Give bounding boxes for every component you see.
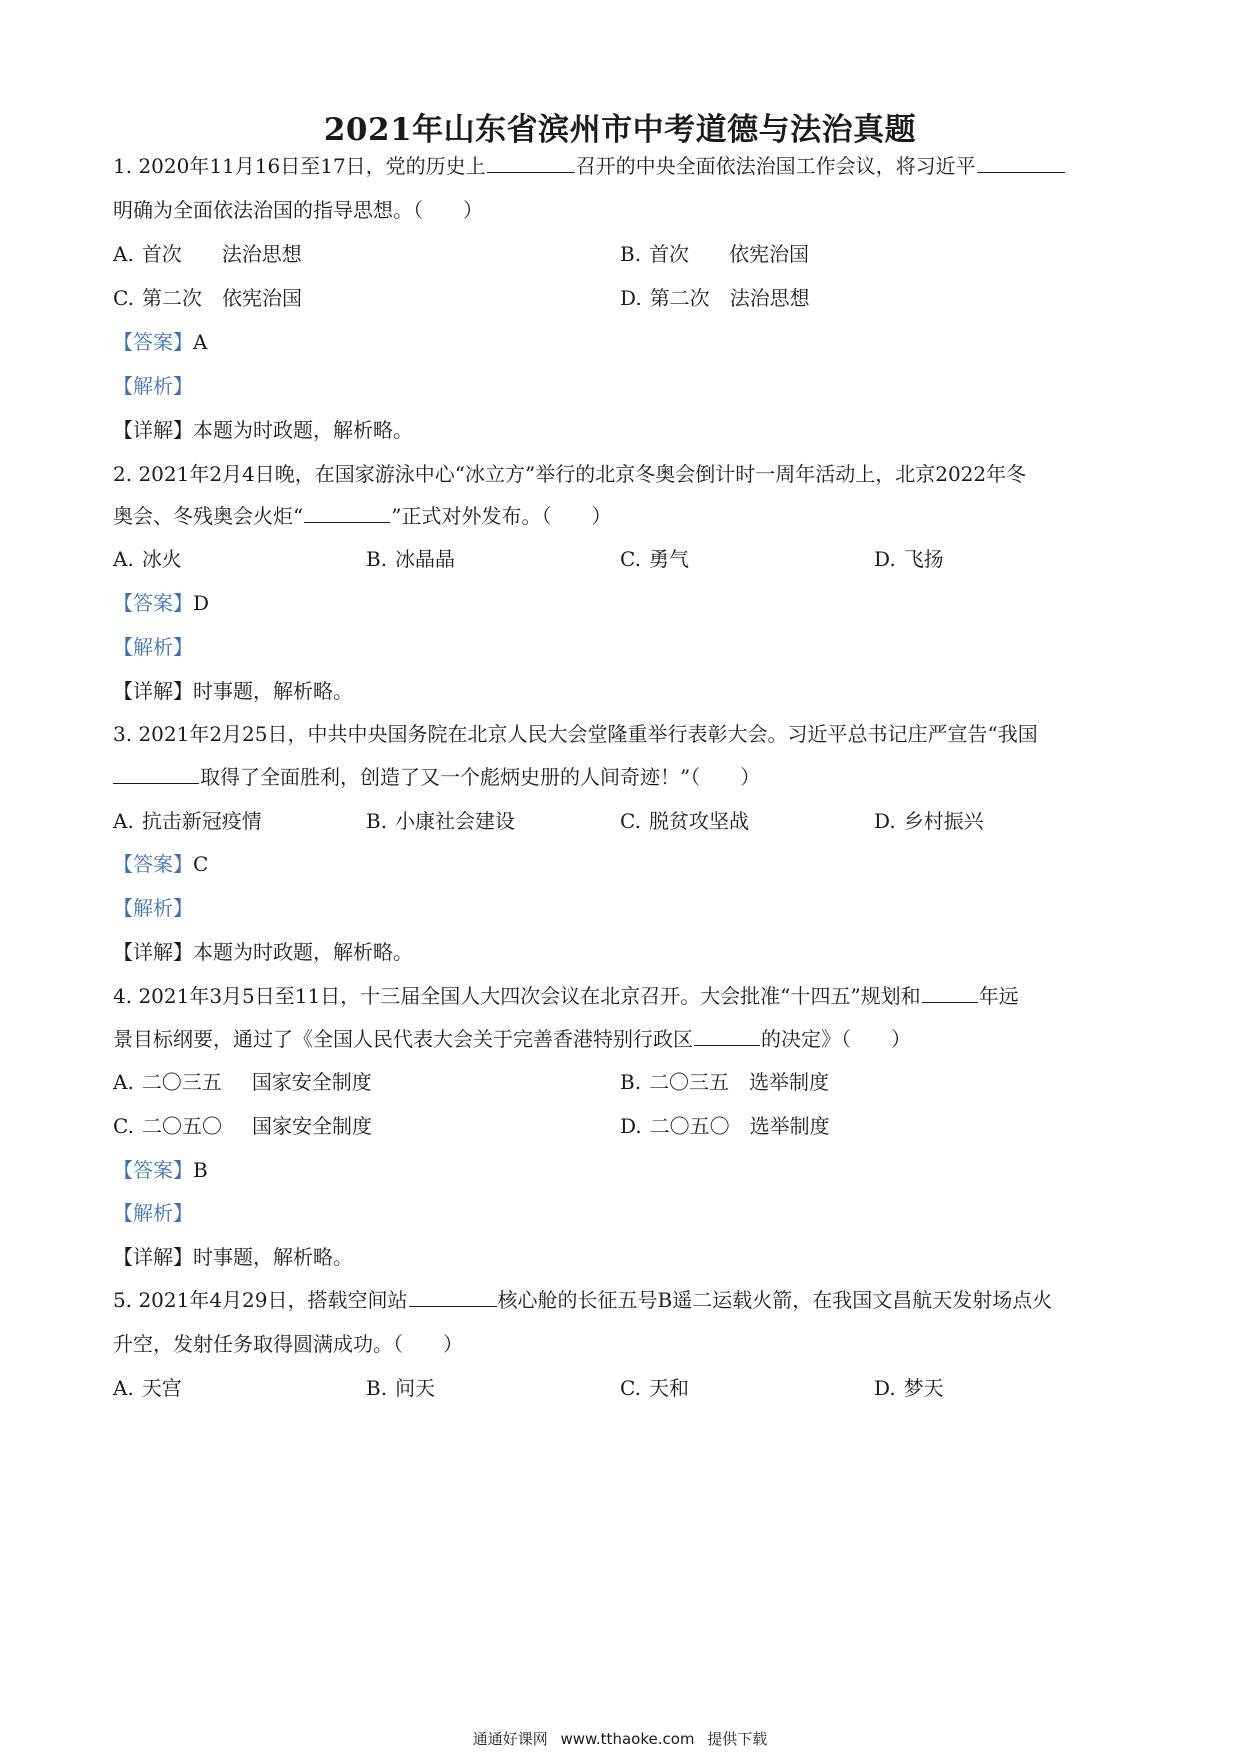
answer-blank bbox=[304, 502, 390, 523]
question-3-option-a: A. 抗击新冠疫情 bbox=[113, 809, 262, 833]
question-2-option-d: D. 飞扬 bbox=[874, 547, 944, 571]
question-4-stem-line-2: 景目标纲要，通过了《全国人民代表大会关于完善香港特别行政区 的决定》（ ） bbox=[113, 1027, 911, 1051]
question-3-analysis: 【解析】 bbox=[113, 896, 193, 920]
question-4-option-c: C. 二〇五〇 国家安全制度 bbox=[113, 1114, 372, 1138]
question-5-stem-line-2: 升空，发射任务取得圆满成功。（ ） bbox=[113, 1332, 463, 1356]
question-1-option-b: B. 首次 依宪治国 bbox=[620, 242, 810, 266]
answer-blank bbox=[977, 152, 1065, 173]
question-4-option-b: B. 二〇三五 选举制度 bbox=[620, 1070, 830, 1094]
question-2-stem-line-1: 2. 2021年2月4日晚，在国家游泳中心“冰立方”举行的北京冬奥会倒计时一周年活动上，北京2022年冬 bbox=[113, 462, 1027, 486]
question-4-option-d: D. 二〇五〇 选举制度 bbox=[620, 1114, 830, 1138]
question-2-detail: 【详解】时事题，解析略。 bbox=[113, 679, 353, 703]
question-1-stem-line-2: 明确为全面依法治国的指导思想。（ ） bbox=[113, 198, 483, 222]
answer-blank bbox=[409, 1286, 497, 1307]
page-footer bbox=[0, 1728, 1240, 1749]
question-5-option-b: B. 问天 bbox=[366, 1376, 436, 1400]
question-2-answer: 【答案】D bbox=[113, 591, 210, 615]
question-4-stem-line-1: 4. 2021年3月5日至11日，十三届全国人大四次会议在北京召开。大会批准“十四五”规划和 年远 bbox=[113, 984, 1019, 1008]
question-5-stem-line-1: 5. 2021年4月29日，搭载空间站 核心舱的长征五号B遥二运载火箭，在我国文昌航天发射场点火 bbox=[113, 1288, 1053, 1312]
question-5-option-a: A. 天宫 bbox=[113, 1376, 182, 1400]
answer-blank bbox=[922, 982, 978, 1003]
question-1-option-a: A. 首次 法治思想 bbox=[113, 242, 302, 266]
question-2-stem-line-2: 奥会、冬残奥会火炬“ ”正式对外发布。（ ） bbox=[113, 504, 612, 528]
question-4-answer: 【答案】B bbox=[113, 1158, 208, 1182]
stem-text: 召开的中央全面依法治国工作会议，将习近平 bbox=[575, 154, 976, 178]
question-3-detail: 【详解】本题为时政题，解析略。 bbox=[113, 940, 413, 964]
question-1-analysis: 【解析】 bbox=[113, 374, 193, 398]
answer-blank bbox=[694, 1025, 760, 1046]
answer-blank bbox=[487, 152, 575, 173]
question-2-option-c: C. 勇气 bbox=[620, 547, 689, 571]
question-2-option-a: A. 冰火 bbox=[113, 547, 182, 571]
question-5-option-d: D. 梦天 bbox=[874, 1376, 944, 1400]
question-2-option-b: B. 冰晶晶 bbox=[366, 547, 456, 571]
question-3-option-b: B. 小康社会建设 bbox=[366, 809, 516, 833]
question-2-analysis: 【解析】 bbox=[113, 635, 193, 659]
question-4-option-a: A. 二〇三五 国家安全制度 bbox=[113, 1070, 372, 1094]
question-1-detail: 【详解】本题为时政题，解析略。 bbox=[113, 418, 413, 442]
question-3-stem-line-2: 取得了全面胜利，创造了又一个彪炳史册的人间奇迹！”（ ） bbox=[113, 763, 760, 791]
footer-download-text: 提供下载 bbox=[707, 1730, 768, 1748]
footer-url-link[interactable]: www.tthaoke.com bbox=[560, 1730, 695, 1748]
question-4-detail: 【详解】时事题，解析略。 bbox=[113, 1245, 353, 1269]
question-3-option-c: C. 脱贫攻坚战 bbox=[620, 809, 749, 833]
page-title: 2021年山东省滨州市中考道德与法治真题 bbox=[323, 112, 917, 148]
question-4-analysis: 【解析】 bbox=[113, 1201, 193, 1225]
question-3-stem-line-1: 3. 2021年2月25日，中共中央国务院在北京人民大会堂隆重举行表彰大会。习近平总书记庄严宣告“我国 bbox=[113, 722, 1038, 746]
question-3-answer: 【答案】C bbox=[113, 852, 209, 876]
question-1-answer: 【答案】A bbox=[113, 330, 208, 354]
question-1-option-c: C. 第二次 依宪治国 bbox=[113, 286, 302, 310]
question-3-option-d: D. 乡村振兴 bbox=[874, 809, 984, 833]
footer-site-name: 通通好课网 bbox=[472, 1730, 548, 1748]
question-5-option-c: C. 天和 bbox=[620, 1376, 689, 1400]
answer-blank bbox=[113, 763, 199, 784]
question-1-stem-line-1 bbox=[113, 152, 1066, 180]
question-1-option-d: D. 第二次 法治思想 bbox=[620, 286, 810, 310]
stem-text: 1. 2020年11月16日至17日，党的历史上 bbox=[113, 154, 486, 178]
